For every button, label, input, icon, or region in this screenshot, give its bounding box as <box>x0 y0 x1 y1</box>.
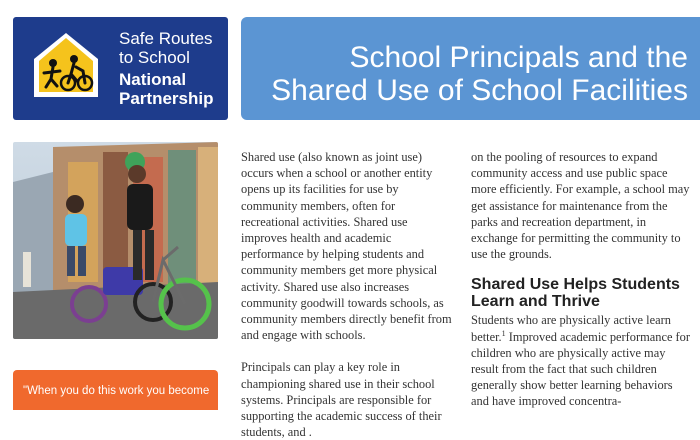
pull-quote: "When you do this work you become <box>23 385 210 397</box>
logo-line-1: Safe Routes <box>119 29 213 48</box>
page-title <box>241 41 688 107</box>
paragraph-physically-active <box>471 312 691 409</box>
paragraph-part-b: Improved academic performance for children who are physically active may result from the fact that such children generally show better learning behaviors and have improved concentra- <box>471 329 691 409</box>
title-line-2: Shared Use of School Facilities <box>271 74 688 107</box>
title-banner <box>241 17 700 120</box>
quote-box <box>13 370 218 410</box>
text-column-1 <box>241 149 456 440</box>
logo-line-3: National <box>119 70 187 89</box>
photo-children-bicycles <box>13 142 218 339</box>
logo <box>13 17 228 120</box>
paragraph-shared-use-definition: Shared use (also known as joint use) occurs when a school or another entity opens up its facilities for use by community members, often for recreational activities. Shared use improves health and academic performance by helping students and community members get more physical activity. Shared use also increases community goodwill towards schools, as community members directly benefit from and engage with schools. <box>241 150 452 343</box>
photo-illustration <box>13 142 218 339</box>
logo-line-2: to School <box>119 48 190 67</box>
paragraph-pooling-resources: on the pooling of resources to expand community access and use public space more efficiently. For example, a school may get assistance for maintenance from the parks and recreation department, in exchange for permitting the community to use the grounds. <box>471 150 690 262</box>
paragraph-principals-role: Principals can play a key role in championing shared use in their school systems. Principals are responsible for supporting the academic success of their students, and . <box>241 360 442 440</box>
section-heading: Shared Use Helps Students Learn and Thrive <box>471 276 680 311</box>
text-column-2 <box>471 149 691 410</box>
logo-line-4: Partnership <box>119 89 214 108</box>
footnote-ref: 1 <box>501 328 506 338</box>
title-line-1: School Principals and the <box>349 41 688 74</box>
paragraph-part-a: Students who are physically active learn better. <box>471 313 671 344</box>
children-bicycle-sign-icon <box>30 29 102 101</box>
